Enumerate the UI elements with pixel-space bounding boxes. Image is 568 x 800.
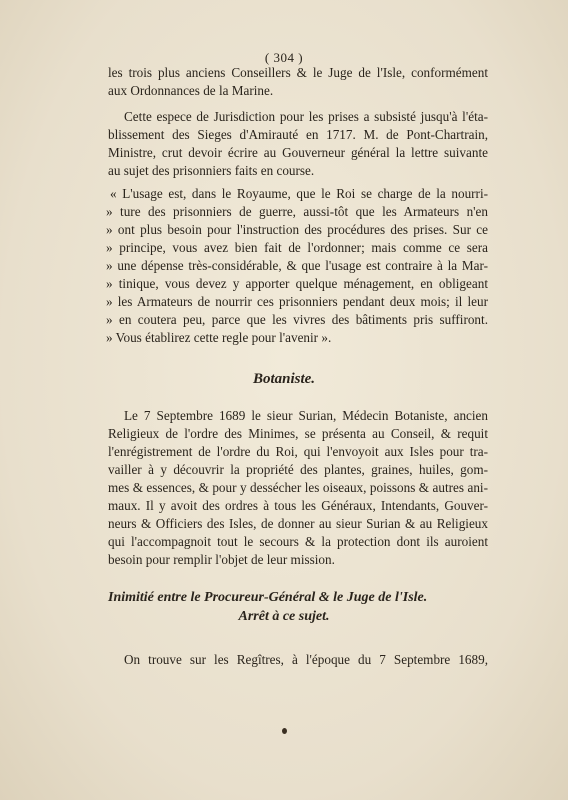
quote-line: » en coutera peu, parce que les vivres des bâtiments pris suffiront. <box>106 312 488 327</box>
text-line: neurs & Officiers des Isles, de donner au sieur Surian & au Religieux <box>108 516 488 531</box>
quote-line: » principe, vous avez bien fait de l'ordonner; mais comme ce sera <box>106 240 488 255</box>
quote-line: » Vous établirez cette regle pour l'avenir ». <box>106 330 332 345</box>
text-line: blissement des Sieges d'Amirauté en 1717. M. de Pont-Chartrain, <box>108 127 488 142</box>
text-line: qui l'accompagnoit tout le secours & la protection dont ils auroient <box>108 534 488 549</box>
quote-line: » tinique, vous devez y apporter quelque ménagement, en obligeant <box>106 276 488 291</box>
page-number: ( 304 ) <box>264 50 304 65</box>
section-subheading-2: Arrêt à ce sujet. <box>238 609 330 624</box>
section-subheading: Inimitié entre le Procureur-Général & le Juge de l'Isle. <box>108 590 428 605</box>
quote-line: » ture des prisonniers de guerre, aussi-tôt que les Armateurs n'en <box>106 204 488 219</box>
text-line: aux Ordonnances de la Marine. <box>108 83 274 98</box>
text-line: besoin pour remplir l'objet de leur mission. <box>108 552 335 567</box>
text-line: mes & essences, & pour y dessécher les oiseaux, poissons & autres ani- <box>108 480 488 495</box>
section-heading: Botaniste. <box>252 371 316 387</box>
quote-line: « L'usage est, dans le Royaume, que le Roi se charge de la nourri- <box>110 186 488 201</box>
quote-line: » ont plus besoin pour l'instruction des procédures des prises. Sur ce <box>106 222 488 237</box>
quote-line: » une dépense très-considérable, & que l'usage est contraire à la Mar- <box>106 258 488 273</box>
text-line: vailler à y découvrir la propriété des plantes, graines, huiles, gom- <box>108 462 488 477</box>
text-line: l'enrégistrement de l'ordre du Roi, qui l'envoyoit aux Isles pour tra- <box>108 444 488 459</box>
page-ornament <box>282 728 287 734</box>
text-line: Le 7 Septembre 1689 le sieur Surian, Médecin Botaniste, ancien <box>124 408 488 423</box>
text-line: Religieux de l'ordre des Minimes, se présenta au Conseil, & requit <box>108 426 488 441</box>
text-line: maux. Il y avoit des ordres à tous les Généraux, Intendants, Gouver- <box>108 498 488 513</box>
text-line: Ministre, crut devoir écrire au Gouverneur général la lettre suivante <box>108 145 488 160</box>
text-line: On trouve sur les Regîtres, à l'époque du 7 Septembre 1689, <box>124 652 488 667</box>
text-line: au sujet des prisonniers faits en course. <box>108 163 315 178</box>
text-line: les trois plus anciens Conseillers & le Juge de l'Isle, conformément <box>108 65 488 80</box>
page-number-value: 304 <box>273 50 295 65</box>
quote-line: » les Armateurs de nourrir ces prisonniers pendant deux mois; il leur <box>106 294 488 309</box>
text-line: Cette espece de Jurisdiction pour les prises a subsisté jusqu'à l'éta- <box>124 109 488 124</box>
